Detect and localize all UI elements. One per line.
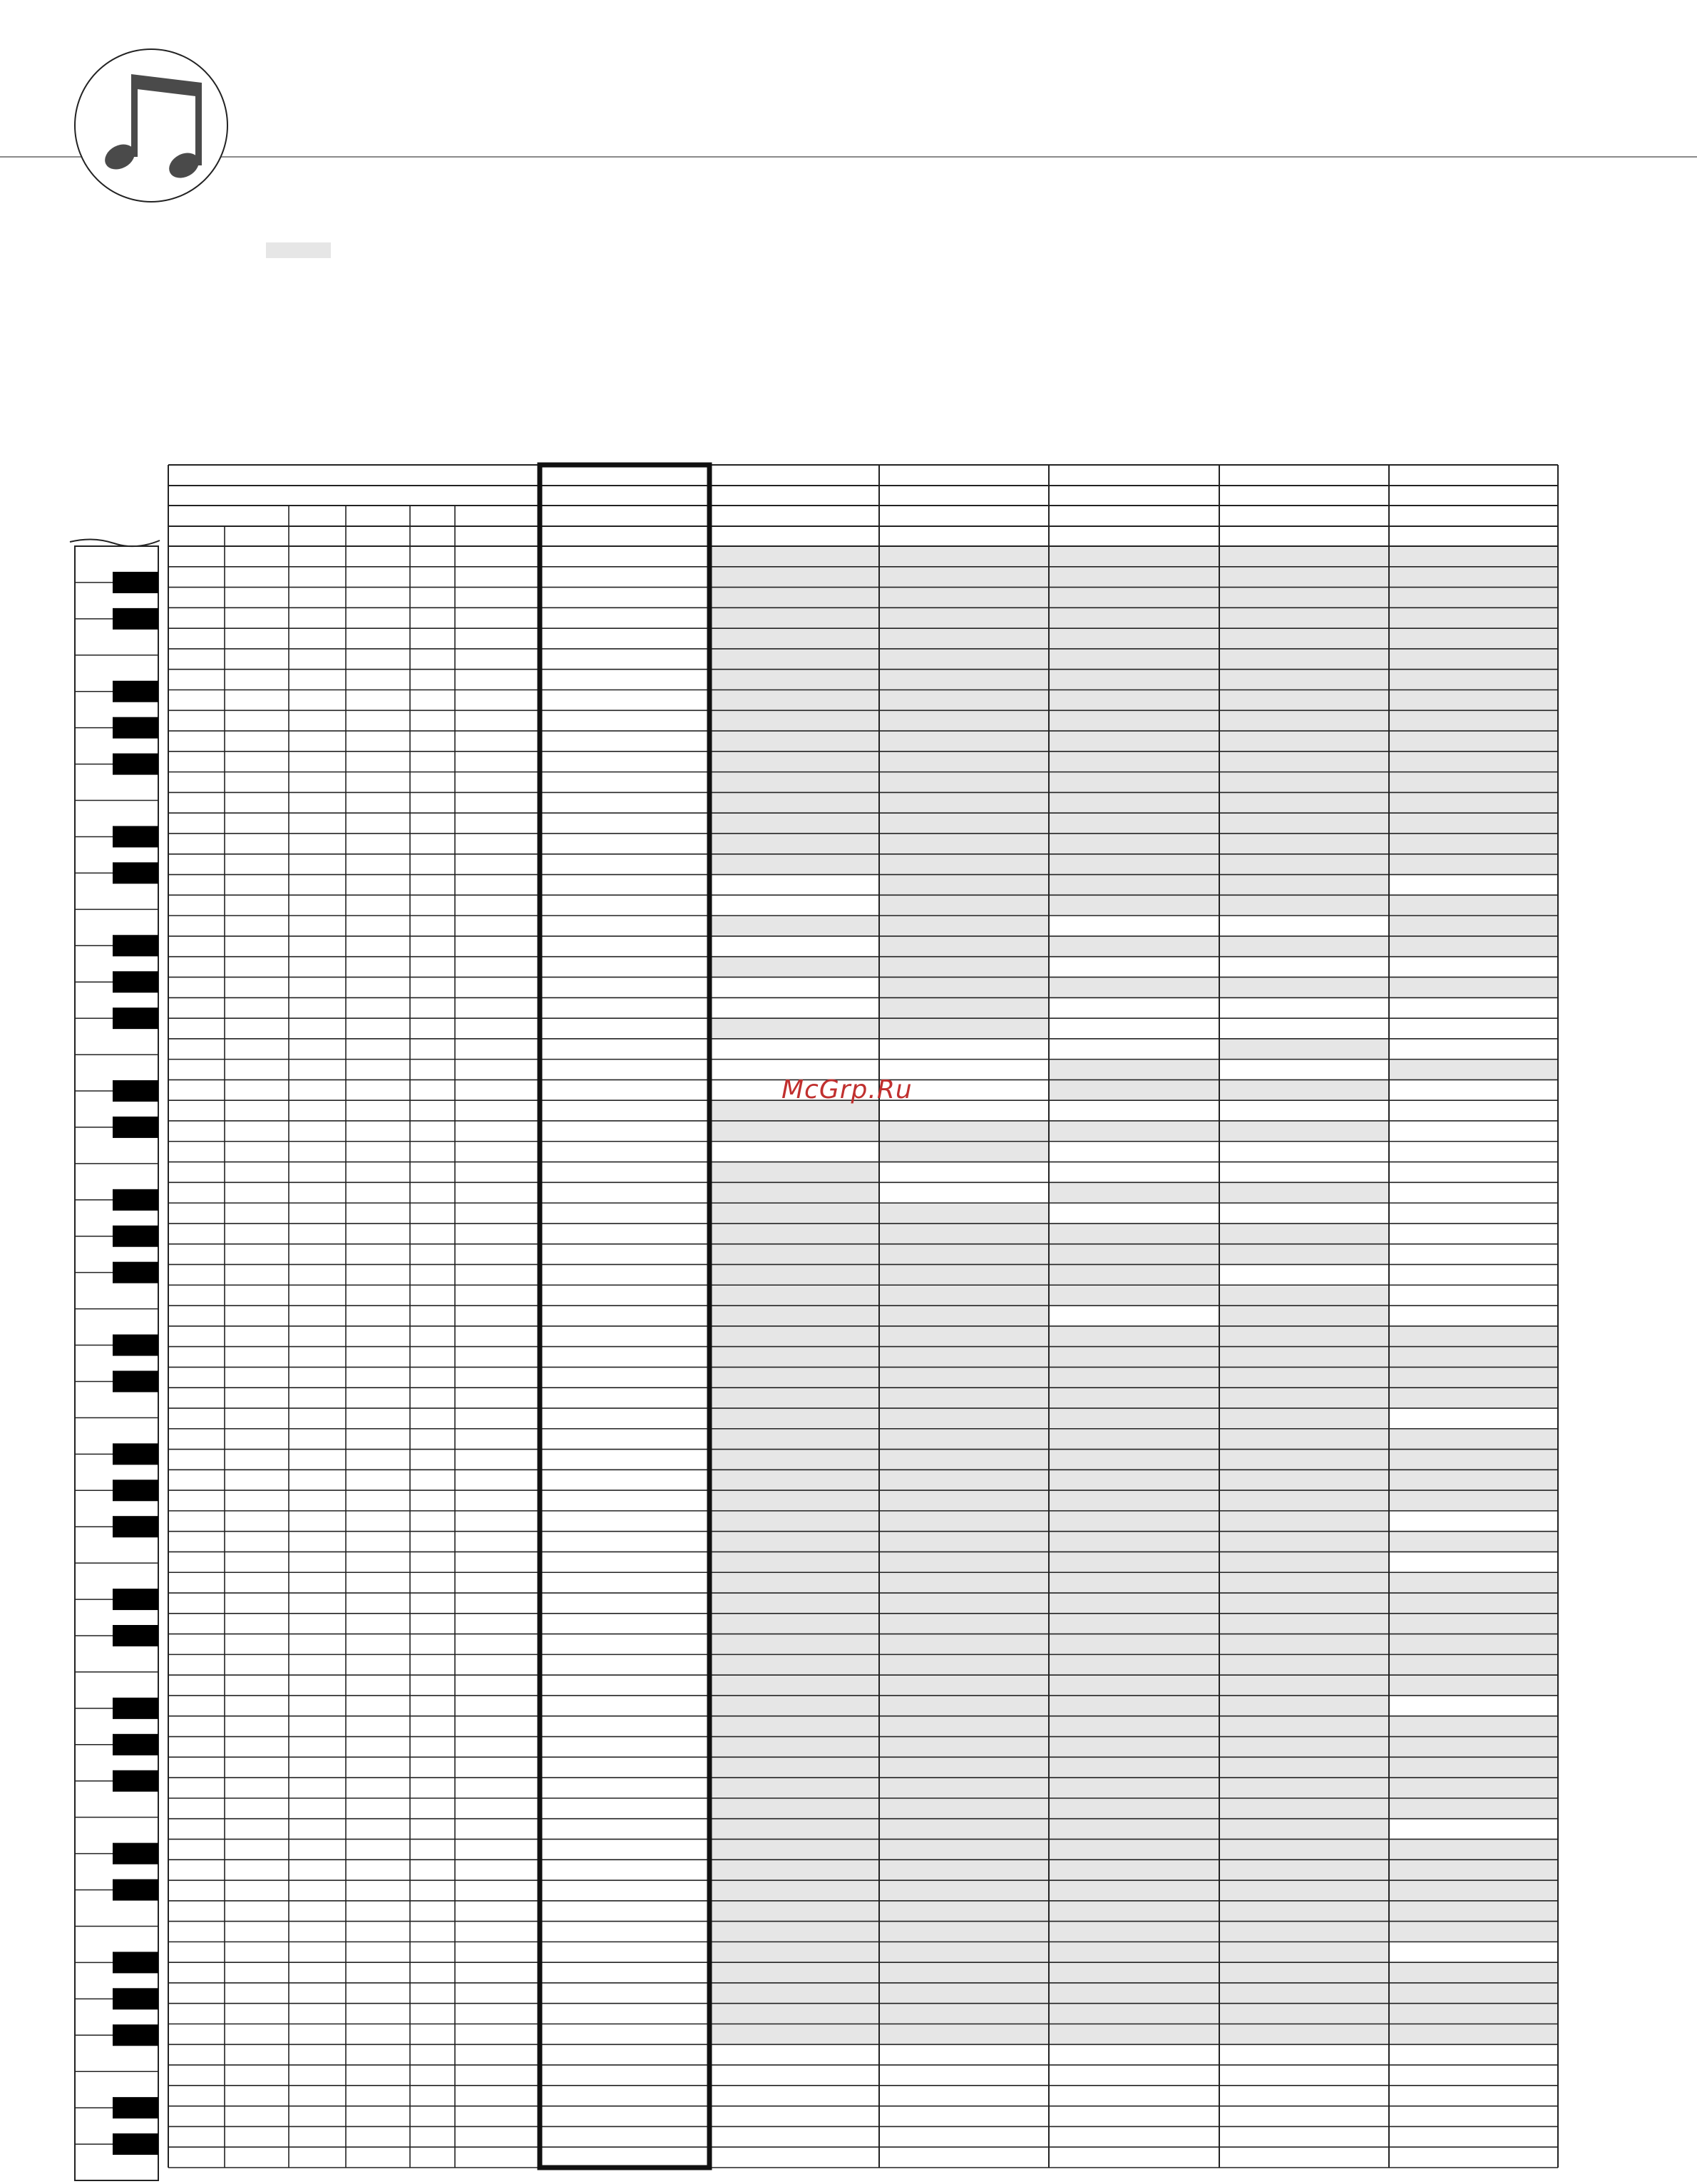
shaded-cell-c4 (1219, 1080, 1389, 1100)
keyboard-edge (70, 539, 160, 546)
black-key (113, 1226, 158, 1247)
black-key (113, 935, 158, 956)
black-key (113, 572, 158, 593)
black-key (113, 1189, 158, 1211)
shaded-cell-c4 (1219, 1121, 1389, 1142)
shaded-cell-c1 (711, 1224, 879, 1244)
piano-keyboard-icon (75, 546, 158, 2180)
shaded-cell-c3 (1049, 1326, 1219, 2044)
shaded-cell-c5 (1389, 977, 1558, 998)
shaded-cell-c5 (1389, 1839, 1558, 1942)
shaded-cell-c3 (1049, 1182, 1219, 1203)
shaded-cell-c4 (1219, 1182, 1389, 1203)
watermark: McGrp.Ru (781, 1075, 913, 1104)
black-key (113, 1443, 158, 1465)
shaded-cell-c1 (711, 1018, 879, 1039)
black-key (113, 1988, 158, 2009)
black-key (113, 2024, 158, 2046)
black-key (113, 1262, 158, 1283)
black-key (113, 862, 158, 883)
black-key (113, 608, 158, 630)
shaded-cell-c3 (1049, 1121, 1219, 1142)
black-key (113, 2133, 158, 2155)
black-key (113, 1080, 158, 1102)
black-key (113, 1480, 158, 1501)
black-key (113, 1008, 158, 1029)
shaded-cell-c3 (1049, 977, 1219, 998)
black-key (113, 1370, 158, 1392)
black-key (113, 1625, 158, 1646)
shaded-cell-c5 (1389, 1060, 1558, 1080)
shaded-cell-c5 (1389, 1716, 1558, 1819)
black-key (113, 1589, 158, 1610)
shaded-cell-c4 (1219, 936, 1389, 957)
black-key (113, 754, 158, 775)
shaded-cell-c4 (1219, 1039, 1389, 1060)
shaded-cell-c1 (711, 916, 879, 936)
black-key (113, 1952, 158, 1973)
black-key (113, 1516, 158, 1537)
black-key (113, 1117, 158, 1138)
shaded-cell-c1 (711, 1121, 879, 1142)
black-key (113, 1698, 158, 1719)
shaded-cell-c1 (711, 1162, 879, 1224)
shaded-cell-c5 (1389, 1532, 1558, 1552)
black-key (113, 1770, 158, 1792)
shaded-cell-c1 (711, 957, 879, 978)
black-key (113, 717, 158, 739)
shaded-cell-c4 (1219, 1860, 1389, 2044)
black-key (113, 2097, 158, 2118)
black-key (113, 1843, 158, 1865)
black-key (113, 971, 158, 993)
shaded-cell-c4 (1219, 977, 1389, 998)
black-key (113, 1734, 158, 1755)
shaded-cell-c5 (1389, 895, 1558, 956)
black-key (113, 1880, 158, 1901)
black-key (113, 826, 158, 847)
black-key (113, 681, 158, 702)
shaded-cell-c2 (879, 1367, 1049, 2044)
highlight-column (540, 465, 709, 2168)
black-key (113, 1335, 158, 1356)
shaded-cell-c3 (1049, 936, 1219, 957)
shaded-cell-c1 (711, 1367, 879, 2044)
